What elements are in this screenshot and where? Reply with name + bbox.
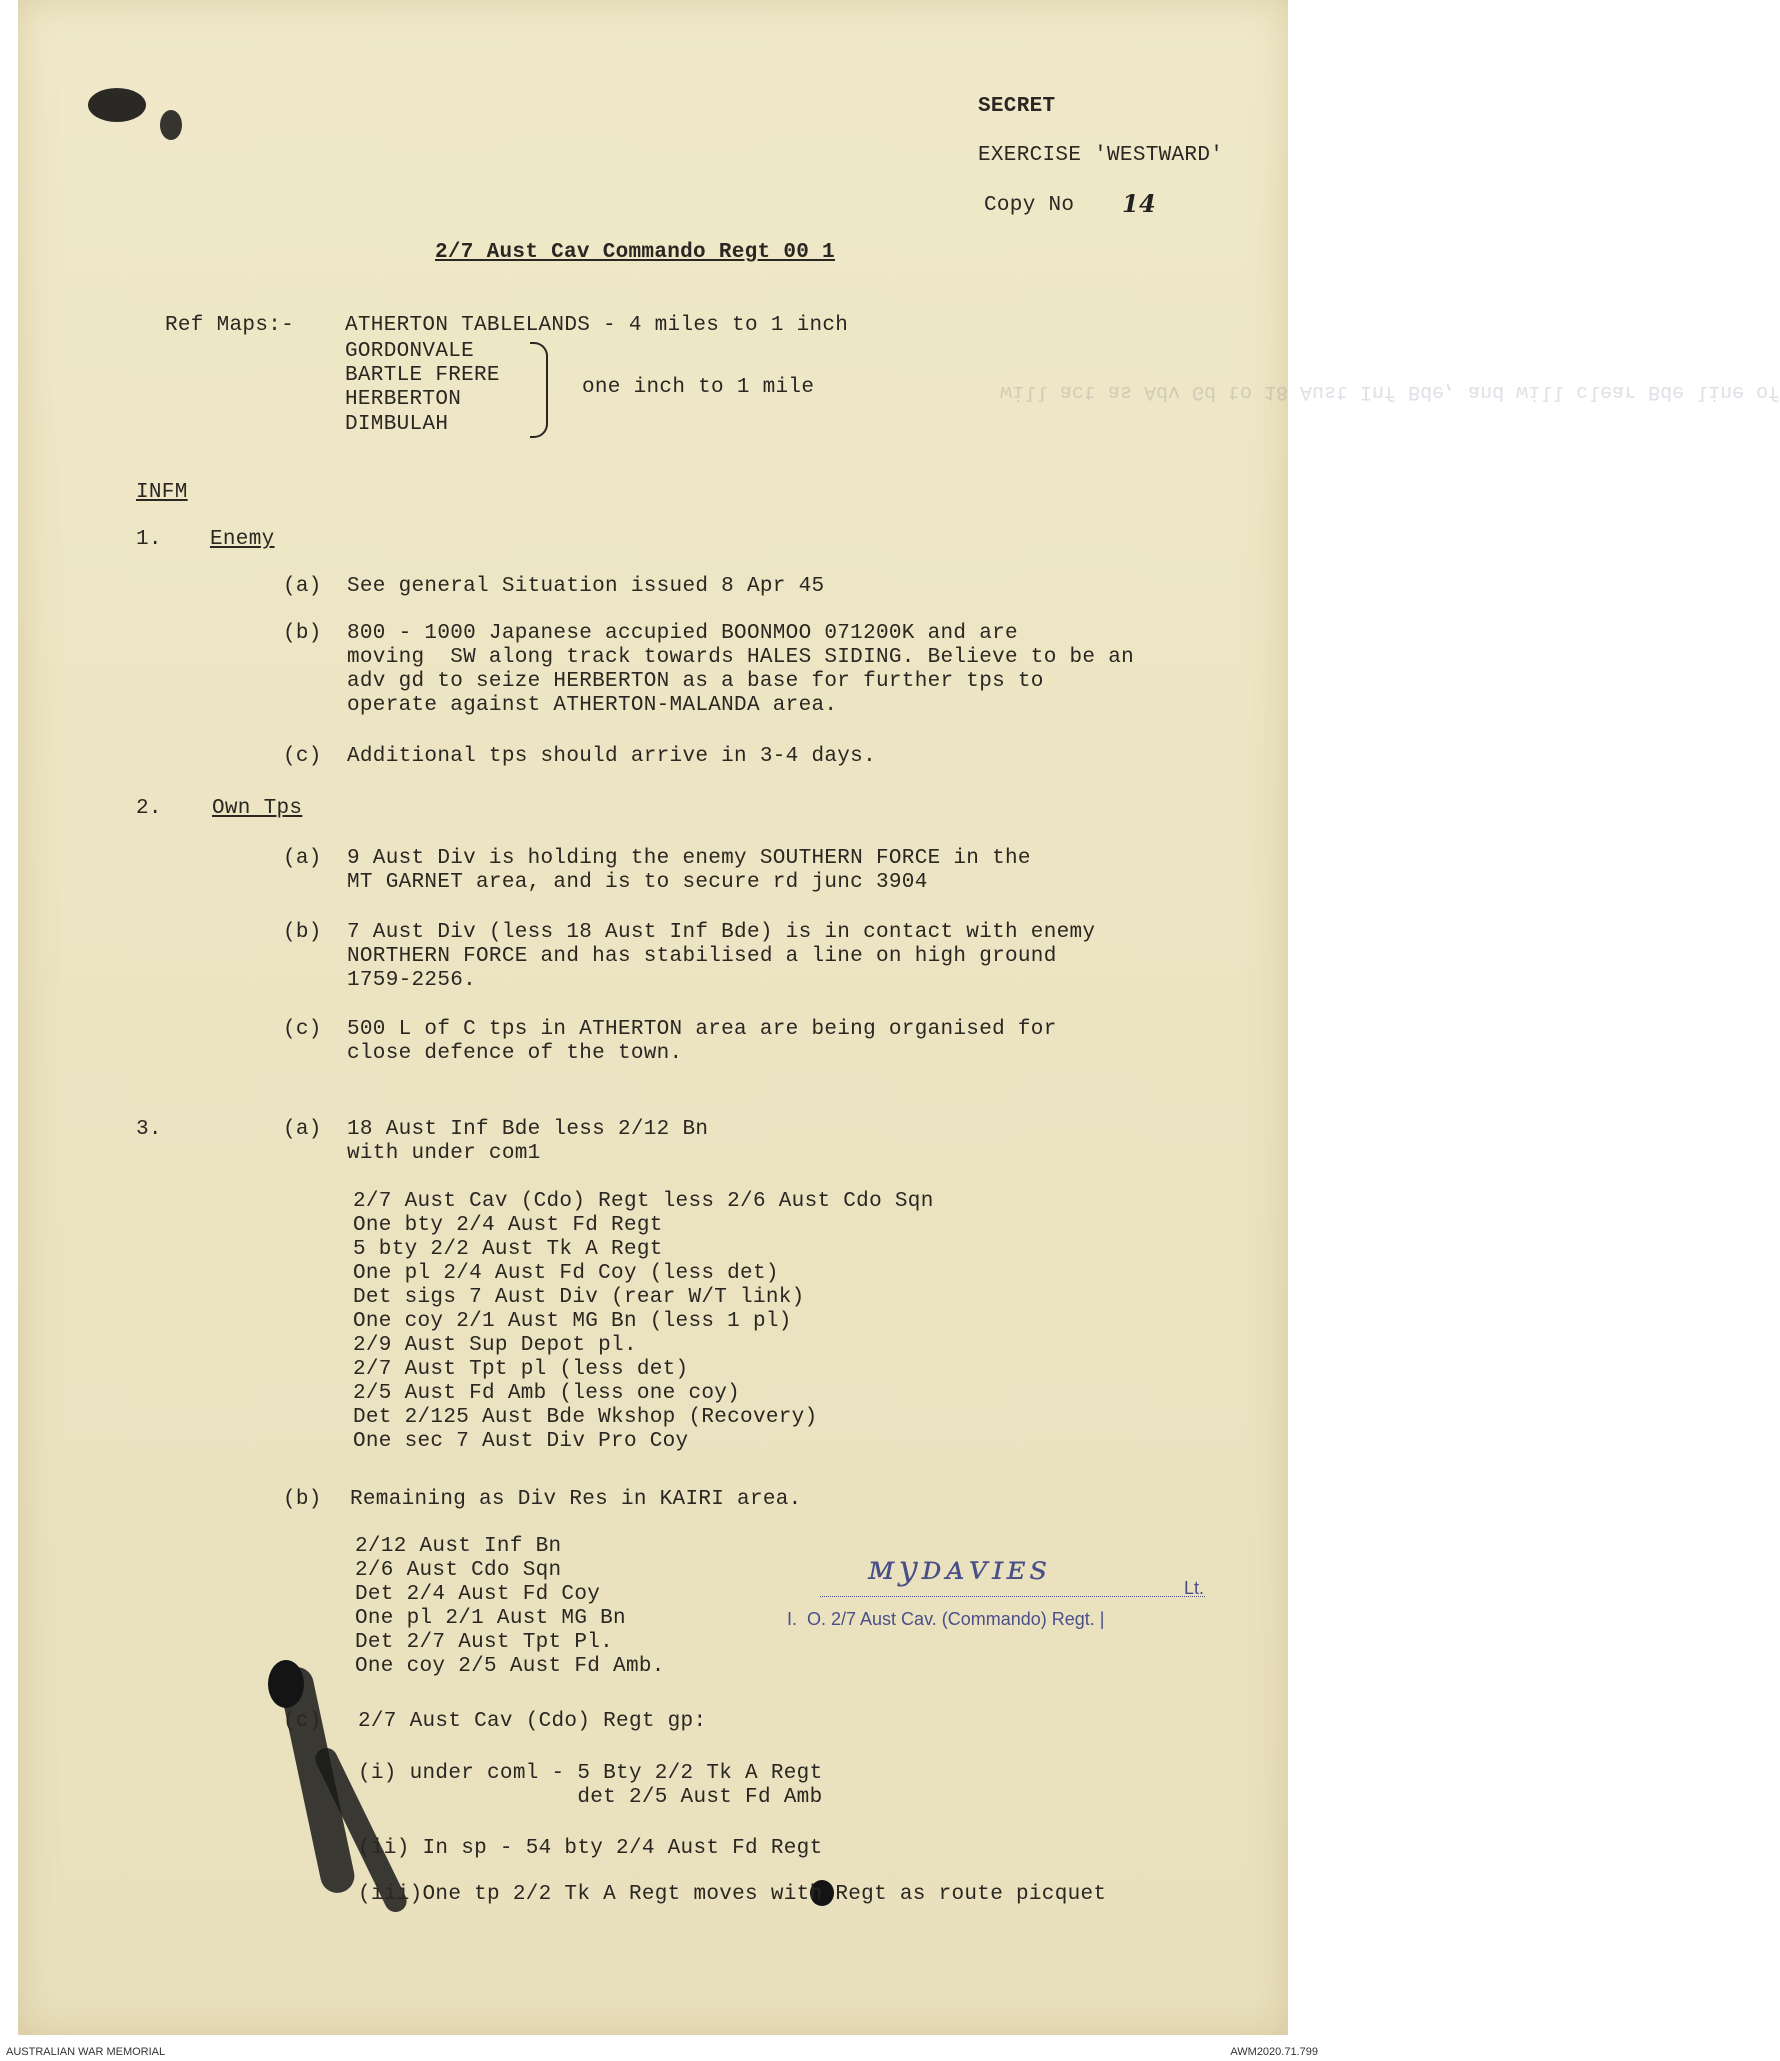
unit-line: 2/9 Aust Sup Depot pl. — [353, 1334, 637, 1357]
unit-line: 5 bty 2/2 Aust Tk A Regt — [353, 1238, 663, 1261]
section-number: 2. — [136, 797, 162, 820]
para-label: (b) — [283, 1488, 322, 1511]
unit-line: One pl 2/4 Aust Fd Coy (less det) — [353, 1262, 779, 1285]
para-label: (a) — [283, 847, 322, 870]
copy-number: 14 — [1122, 189, 1156, 218]
para-line: 800 - 1000 Japanese accupied BOONMOO 071200K and are — [347, 622, 1018, 645]
para-line: 500 L of C tps in ATHERTON area are being organised for — [347, 1018, 1057, 1041]
ink-blot — [160, 110, 182, 140]
unit-line: Det sigs 7 Aust Div (rear W/T link) — [353, 1286, 805, 1309]
classification-label: SECRET — [978, 95, 1056, 118]
unit-line: One bty 2/4 Aust Fd Regt — [353, 1214, 663, 1237]
section-number: 1. — [136, 528, 162, 551]
para-line: MT GARNET area, and is to secure rd junc 3904 — [347, 871, 928, 894]
ref-map-primary: ATHERTON TABLELANDS - 4 miles to 1 inch — [345, 314, 849, 337]
sub-item: (iii)One tp 2/2 Tk A Regt moves with Regt as route picquet — [358, 1883, 1107, 1906]
para-line: 7 Aust Div (less 18 Aust Inf Bde) is in contact with enemy — [347, 921, 1096, 944]
sub-item: (i) under coml - 5 Bty 2/2 Tk A Regt — [358, 1762, 823, 1785]
para-line: 9 Aust Div is holding the enemy SOUTHERN FORCE in the — [347, 847, 1031, 870]
unit-line: One sec 7 Aust Div Pro Coy — [353, 1430, 689, 1453]
ref-map-item: BARTLE FRERE — [345, 364, 500, 387]
para-line: NORTHERN FORCE and has stabilised a line on high ground — [347, 945, 1057, 968]
ink-blot — [268, 1660, 304, 1708]
unit-line: 2/5 Aust Fd Amb (less one coy) — [353, 1382, 741, 1405]
para-label: (a) — [283, 1118, 322, 1141]
para-text: Additional tps should arrive in 3-4 days. — [347, 745, 876, 768]
ref-map-item: GORDONVALE — [345, 340, 475, 363]
unit-line: 2/6 Aust Cdo Sqn — [355, 1559, 562, 1582]
ref-map-group-scale: one inch to 1 mile — [582, 376, 815, 399]
para-label: (a) — [283, 575, 322, 598]
bleed-through-text: will act as Adv Gd to 18 Aust Inf Bde, and will clear Bde line of — [1000, 380, 1780, 403]
stamp-rank: Lt. — [1184, 1578, 1205, 1598]
section-heading-own-tps: Own Tps — [212, 797, 303, 820]
para-text: 2/7 Aust Cav (Cdo) Regt gp: — [358, 1710, 707, 1733]
document-title: 2/7 Aust Cav Commando Regt 00 1 — [435, 241, 835, 264]
para-line: operate against ATHERTON-MALANDA area. — [347, 694, 838, 717]
para-text: See general Situation issued 8 Apr 45 — [347, 575, 825, 598]
para-text: Remaining as Div Res in KAIRI area. — [350, 1488, 802, 1511]
unit-line: Det 2/125 Aust Bde Wkshop (Recovery) — [353, 1406, 818, 1429]
para-label: (c) — [283, 745, 322, 768]
section-heading-enemy: Enemy — [210, 528, 275, 551]
para-label: (b) — [283, 921, 322, 944]
unit-line: One coy 2/5 Aust Fd Amb. — [355, 1655, 665, 1678]
footer-reference: AWM2020.71.799 — [1230, 2046, 1318, 2058]
para-label: (b) — [283, 622, 322, 645]
para-line: with under com1 — [347, 1142, 541, 1165]
para-line: close defence of the town. — [347, 1042, 683, 1065]
handwritten-signature: ᴍyᴅᴀᴠɪᴇs — [868, 1548, 1052, 1588]
exercise-name: EXERCISE 'WESTWARD' — [978, 144, 1224, 167]
unit-line: One coy 2/1 Aust MG Bn (less 1 pl) — [353, 1310, 792, 1333]
footer-archive-name: AUSTRALIAN WAR MEMORIAL — [6, 2046, 166, 2058]
section-number: 3. — [136, 1118, 162, 1141]
ref-maps-label: Ref Maps:- — [165, 314, 295, 337]
ink-blot — [88, 88, 146, 122]
para-line: 18 Aust Inf Bde less 2/12 Bn — [347, 1118, 709, 1141]
para-line: adv gd to seize HERBERTON as a base for further tps to — [347, 670, 1044, 693]
copy-label: Copy No — [984, 194, 1075, 217]
unit-line: Det 2/7 Aust Tpt Pl. — [355, 1631, 614, 1654]
ref-map-item: DIMBULAH — [345, 413, 449, 436]
para-line: moving SW along track towards HALES SIDING. Believe to be an — [347, 646, 1135, 669]
para-label: (c) — [283, 1018, 322, 1041]
infm-heading: INFM — [136, 481, 188, 504]
para-label: (c) — [283, 1710, 322, 1733]
map-group-brace — [530, 342, 548, 438]
unit-line: Det 2/4 Aust Fd Coy — [355, 1583, 601, 1606]
sub-item: det 2/5 Aust Fd Amb — [358, 1786, 823, 1809]
sub-item: (ii) In sp - 54 bty 2/4 Aust Fd Regt — [358, 1837, 823, 1860]
unit-line: 2/7 Aust Cav (Cdo) Regt less 2/6 Aust Cdo Sqn — [353, 1190, 934, 1213]
signature-line — [820, 1596, 1205, 1597]
ref-map-item: HERBERTON — [345, 388, 462, 411]
unit-line: 2/12 Aust Inf Bn — [355, 1535, 562, 1558]
para-line: 1759-2256. — [347, 969, 477, 992]
unit-line: 2/7 Aust Tpt pl (less det) — [353, 1358, 689, 1381]
stamp-appointment: I. O. 2/7 Aust Cav. (Commando) Regt. | — [787, 1609, 1105, 1629]
unit-line: One pl 2/1 Aust MG Bn — [355, 1607, 626, 1630]
